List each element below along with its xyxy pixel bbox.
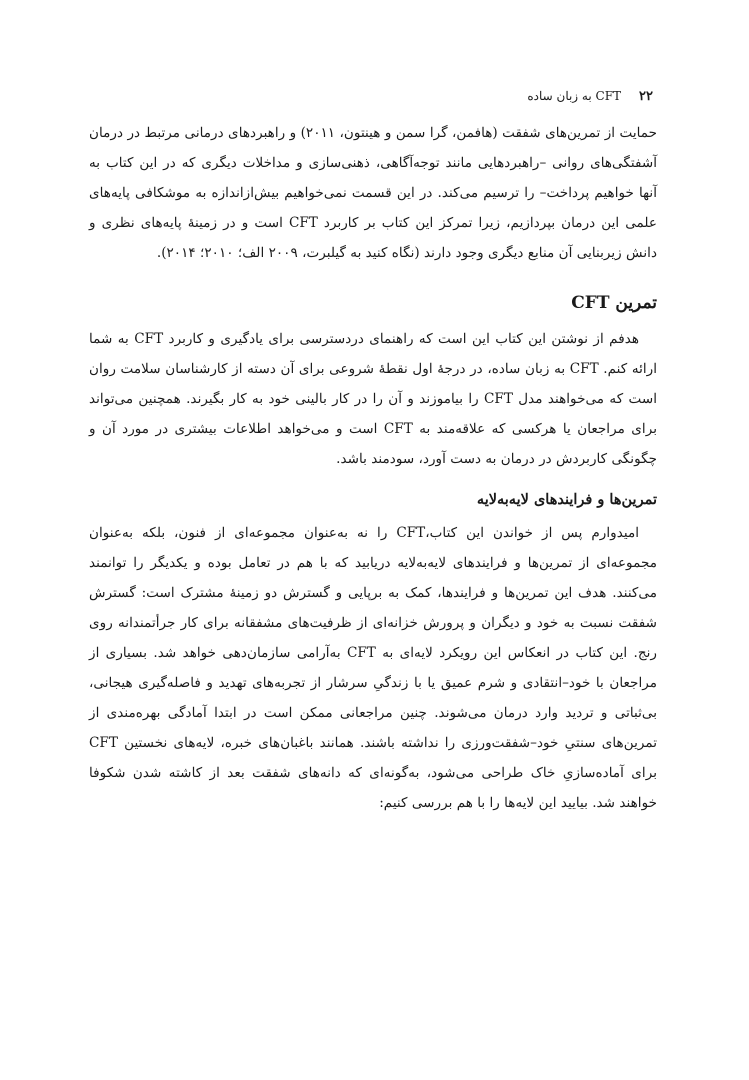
subsection-heading: تمرین‌ها و فرایندهای لایه‌به‌لایه [476,491,657,508]
section-heading: تمرین CFT [571,293,657,313]
page-number: ۲۲ [639,88,653,104]
running-header [120,84,653,108]
intro-paragraph: حمایت از تمرین‌های شفقت (هافمن، گرا سمن و هینتون، ۲۰۱۱) و راهبردهای درمانی مرتبط در درمان آشفتگی‌های روانی –راهبردهایی مانند توجه‌آگاهی، ذهنی‌سازی و مداخلات دیگری که در این کتاب به آنها خواهیم پرداخت– را ترسیم می‌کند. در این قسمت نمی‌خواهیم بیش‌ازاندازه به موشکافی پایه‌های علمی این درمان بپردازیم، زیرا تمرکز این کتاب بر کاربرد CFT است و در زمینهٔ پایه‌های نظری و دانش زیربنایی آن منابع دیگری وجود دارند (نگاه کنید به گیلبرت، ۲۰۰۹ الف؛ ۲۰۱۰؛ ۲۰۱۴). [89,125,658,261]
section-paragraph: هدفم از نوشتن این کتاب این است که راهنمای دردسترسی برای یادگیری و کاربرد CFT به شما ارائه کنم. CFT به زبان ساده، در درجهٔ اول نقطهٔ شروعی برای آن دسته از کارشناسان سلامت روان است که می‌خواهند مدل CFT را بیاموزند و آن را در کار بالینی خود به کار بگیرند. همچنین می‌تواند برای مراجعان یا هرکسی که علاقه‌مند به CFT است و می‌خواهد اطلاعات بیشتری در مورد آن و چگونگی کاربردش در درمان به دست آورد، سودمند باشد. [89,331,658,467]
page-body [89,118,657,818]
subsection-paragraph: امیدوارم پس از خواندن این کتاب،CFT را نه به‌عنوان مجموعه‌ای از فنون، بلکه به‌عنوان مجموعه‌ای از تمرین‌ها و فرایندهای لایه‌به‌لایه دریابید که با هم در تعامل بوده و یکدیگر را توانمند می‌کنند. هدف این تمرین‌ها و فرایندها، کمک به برپایی و گسترش دو زمینهٔ مشترک است: گسترش شفقت نسبت به خود و دیگران و پرورش خزانه‌ای از ظرفیت‌های مشفقانه برای کار جرأتمندانه روی رنج. این کتاب در انعکاس این رویکرد لایه‌ای به CFT به‌آرامی سازمان‌دهی خواهد شد. بسیاری از مراجعان با خود–انتقادی و شرم عمیق یا با زندگیِ سرشار از تجربه‌های تهدید و فاصله‌گیری هیجانی، بی‌ثباتی و تردید وارد درمان می‌شوند. چنین مراجعانی ممکن است در ابتدا آمادگی بهره‌مندی از تمرین‌های سنتیِ خود–شفقت‌ورزی را نداشته باشند. همانند باغبان‌های خبره، لایه‌های نخستین CFT برای آماده‌سازیِ خاک طراحی می‌شود، به‌گونه‌ای که دانه‌های شفقت بعد از کاشته شدن شکوفا خواهند شد. بیایید این لایه‌ها را با هم بررسی کنیم: [89,525,657,811]
book-title: CFT به زبان ساده [527,89,622,103]
